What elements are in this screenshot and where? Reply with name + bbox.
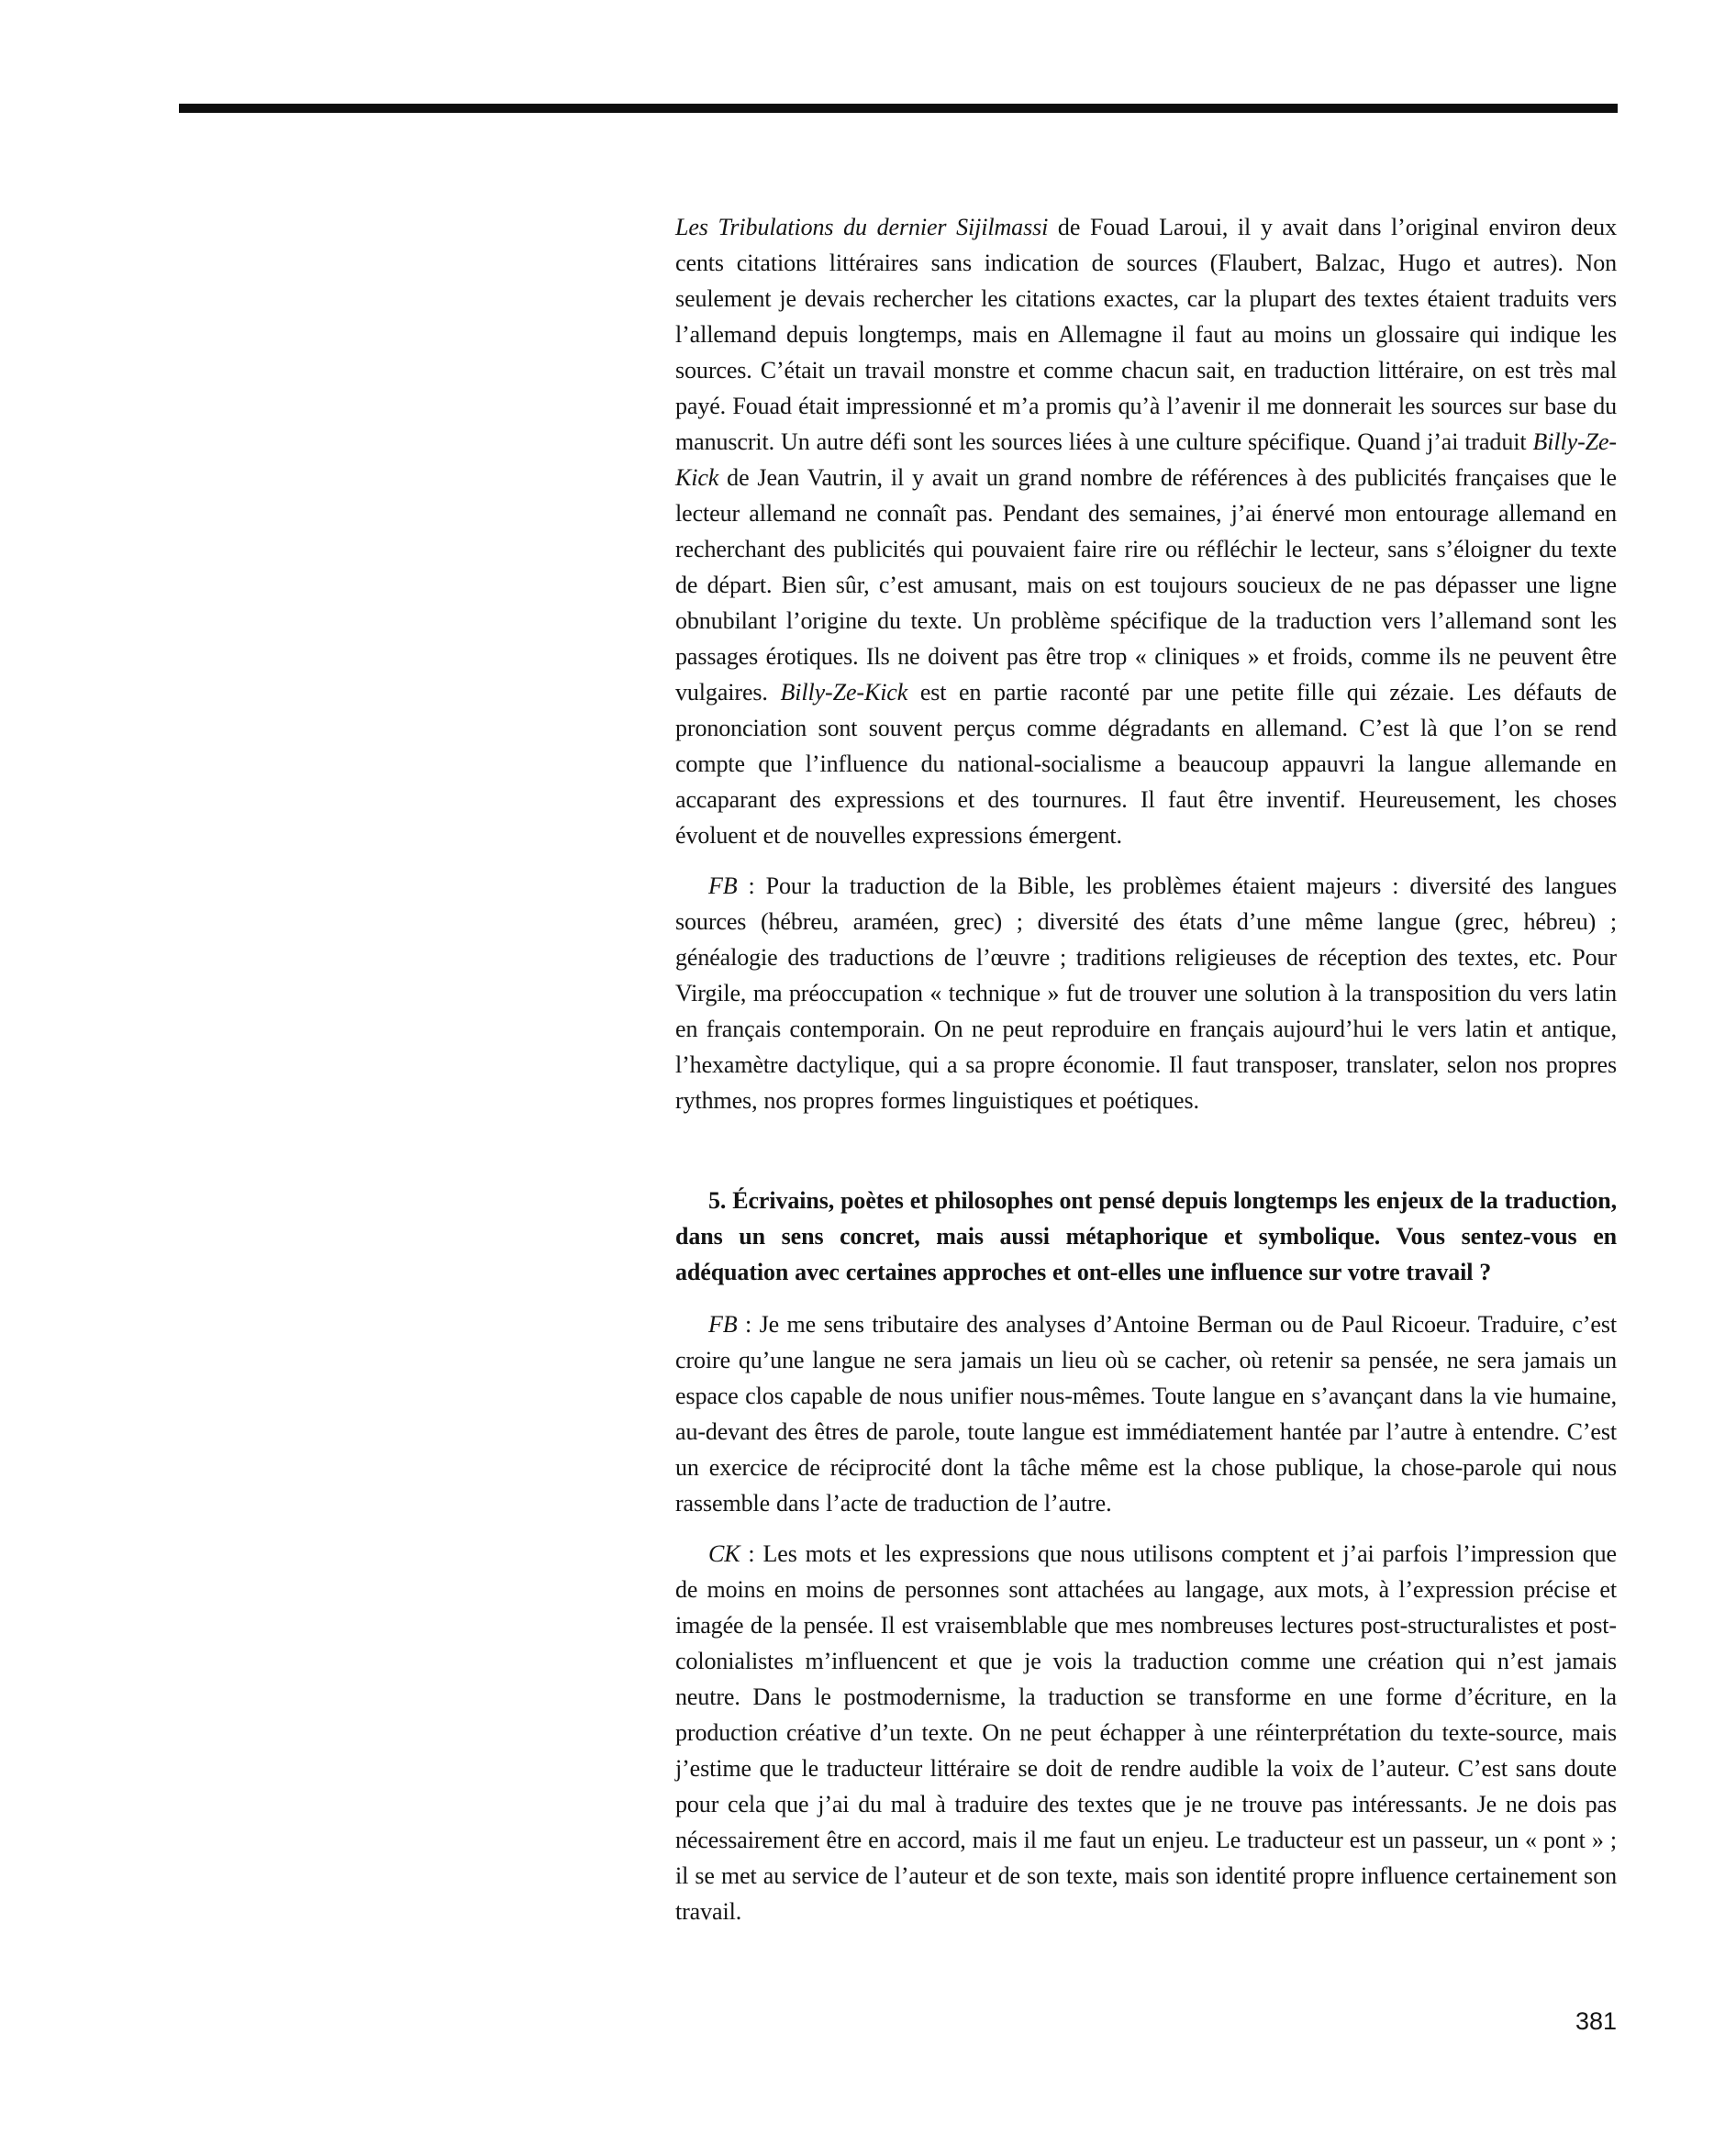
speaker-paragraph-fb-bible: FB : Pour la traduction de la Bible, les problèmes étaient majeurs : diversité des langues sources (hébreu, araméen, grec) ; diversité des états d’une même langue (grec, hébreu) ; généalogie des traductions de l’œuvre ; traditions religieuses de réception des textes, etc. Pour Virgile, ma préoccupation « technique » fut de trouver une solution à la transposition du vers latin en français contemporain. On ne peut reproduire en français aujourd’hui le vers latin et antique, l’hexamètre dactylique, qui a sa propre économie. Il faut transposer, translater, selon nos propres rythmes, nos propres formes linguistiques et poétiques.	[675, 872, 1617, 1114]
speaker-paragraph-ck: CK : Les mots et les expressions que nous utilisons comptent et j’ai parfois l’impression que de moins en moins de personnes sont attachées au langage, aux mots, à l’expression précise et imagée de la pensée. Il est vraisemblable que mes nombreuses lectures post-structuralistes et post-colonialistes m’influencent et que je vois la traduction comme une création qui n’est jamais neutre. Dans le postmodernisme, la traduction se transforme en une forme d’écriture, en la production créative d’un texte. On ne peut échapper à une réinterprétation du texte-source, mais j’estime que le traducteur littéraire se doit de rendre audible la voix de l’auteur. C’est sans doute pour cela que j’ai du mal à traduire des textes que je ne trouve pas intéressants. Je ne dois pas nécessairement être en accord, mais il me faut un enjeu. Le traducteur est un passeur, un « pont » ; il se met au service de l’auteur et de son texte, mais son identité propre influence certainement son travail.	[675, 1540, 1617, 1925]
top-rule	[179, 104, 1618, 113]
continuation-paragraph: Les Tribulations du dernier Sijilmassi de Fouad Laroui, il y avait dans l’original environ deux cents citations littéraires sans indication de sources (Flaubert, Balzac, Hugo et autres). Non seulement je devais rechercher les citations exactes, car la plupart des textes étaient traduits vers l’allemand depuis longtemps, mais en Allemagne il faut au moins un glossaire qui indique les sources. C’était un travail monstre et comme chacun sait, en traduction littéraire, on est très mal payé. Fouad était impressionné et m’a promis qu’à l’avenir il me donnerait les sources sur base du manuscrit. Un autre défi sont les sources liées à une culture spécifique. Quand j’ai traduit Billy-Ze-Kick de Jean Vautrin, il y avait un grand nombre de références à des publicités françaises que le lecteur allemand ne connaît pas. Pendant des semaines, j’ai énervé mon entourage allemand en recherchant des publicités qui pouvaient faire rire ou réfléchir le lecteur, sans s’éloigner du texte de départ. Bien sûr, c’est amusant, mais on est toujours soucieux de ne pas dépasser une ligne obnubilant l’origine du texte. Un problème spécifique de la traduction vers l’allemand sont les passages érotiques. Ils ne doivent pas être trop « cliniques » et froids, comme ils ne peuvent être vulgaires. Billy-Ze-Kick est en partie raconté par une petite fille qui zézaie. Les défauts de prononciation sont souvent perçus comme dégradants en allemand. C’est là que l’on se rend compte que l’influence du national-socialisme a beaucoup appauvri la langue allemande en accaparant des expressions et des tournures. Il faut être inventif. Heureusement, les choses évoluent et de nouvelles expressions émergent.	[675, 214, 1617, 849]
page-number: 381	[1575, 2007, 1617, 2035]
text-column	[675, 209, 1617, 1929]
speaker-paragraph-fb-berman: FB : Je me sens tributaire des analyses d’Antoine Berman ou de Paul Ricoeur. Traduire, c’est croire qu’une langue ne sera jamais un lieu où se cacher, où retenir sa pensée, ne sera jamais un espace clos capable de nous unifier nous-mêmes. Toute langue en s’avançant dans la vie humaine, au-devant des êtres de parole, toute langue est immédiatement hantée par l’autre à entendre. C’est un exercice de réciprocité dont la tâche même est la chose publique, la chose-parole qui nous rassemble dans l’acte de traduction de l’autre.	[675, 1311, 1617, 1517]
question-heading: 5. Écrivains, poètes et philosophes ont pensé depuis longtemps les enjeux de la traduction, dans un sens concret, mais aussi métaphorique et symbolique. Vous sentez-vous en adéquation avec certaines approches et ont-elles une influence sur votre travail ?	[675, 1187, 1617, 1285]
